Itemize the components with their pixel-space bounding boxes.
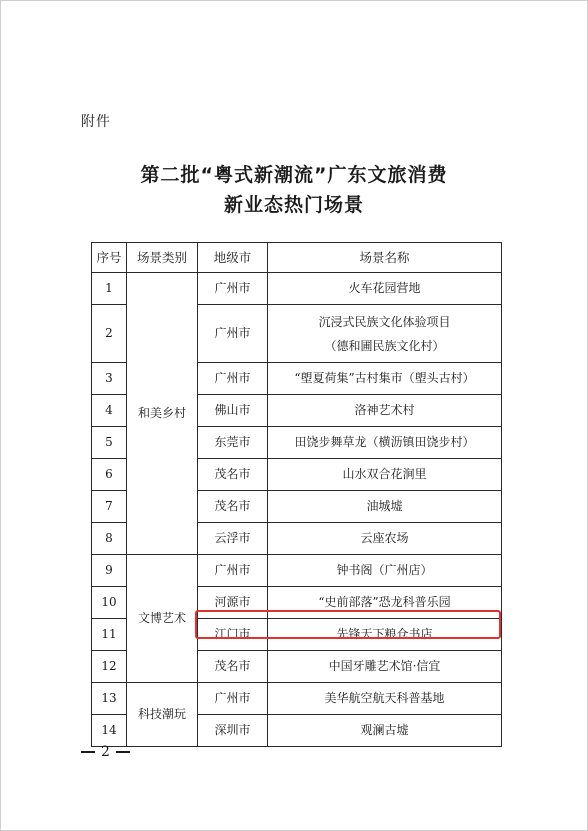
scene-name-cell: 观澜古墟 (268, 715, 502, 747)
page-number: 2 (101, 744, 110, 760)
city-cell: 河源市 (198, 587, 268, 619)
row-number: 6 (92, 459, 127, 491)
scene-name-cell: 山水双合花涧里 (268, 459, 502, 491)
row-number: 12 (92, 651, 127, 683)
scene-name-cell: 中国牙雕艺术馆·信宜 (268, 651, 502, 683)
header-city: 地级市 (198, 243, 268, 273)
city-cell: 广州市 (198, 273, 268, 305)
row-number: 4 (92, 395, 127, 427)
scene-table (91, 242, 502, 747)
scene-name-cell: 云座农场 (268, 523, 502, 555)
highlight-box (195, 610, 501, 639)
row-number: 5 (92, 427, 127, 459)
page-footer (81, 744, 130, 760)
city-cell: 茂名市 (198, 459, 268, 491)
scene-name-cell: 美华航空航天科普基地 (268, 683, 502, 715)
document-title-line-2: 新业态热门场景 (223, 194, 364, 216)
header-scene-name: 场景名称 (268, 243, 502, 273)
scene-name-cell: 先锋天下粮仓书店 (268, 619, 502, 651)
scene-name-line-1: 沉浸式民族文化体验项目 (318, 314, 451, 329)
scene-name-cell: 钟书阁（广州店） (268, 555, 502, 587)
scene-name-line-2: （德和圃民族文化村） (324, 338, 445, 353)
city-cell: 广州市 (198, 363, 268, 395)
table-header-row (92, 243, 502, 273)
category-cell: 科技潮玩 (127, 683, 198, 747)
category-cell: 和美乡村 (127, 273, 198, 555)
row-number: 14 (92, 715, 127, 747)
city-cell: 江门市 (198, 619, 268, 651)
scene-name-cell: 火车花园营地 (268, 273, 502, 305)
table-row (92, 683, 502, 715)
row-number: 9 (92, 555, 127, 587)
city-cell: 东莞市 (198, 427, 268, 459)
scene-name-cell: 田饶步舞草龙（横沥镇田饶步村） (268, 427, 502, 459)
scene-name-cell: “塱夏荷集”古村集市（塱头古村） (268, 363, 502, 395)
scene-name-cell (268, 305, 502, 363)
city-cell: 广州市 (198, 683, 268, 715)
row-number: 1 (92, 273, 127, 305)
row-number: 3 (92, 363, 127, 395)
row-number: 11 (92, 619, 127, 651)
city-cell: 佛山市 (198, 395, 268, 427)
city-cell: 广州市 (198, 555, 268, 587)
row-number: 2 (92, 305, 127, 363)
city-cell: 深圳市 (198, 715, 268, 747)
document-title-line-1: 第二批“粤式新潮流”广东文旅消费 (140, 164, 448, 186)
row-number: 10 (92, 587, 127, 619)
attachment-label: 附件 (81, 114, 111, 130)
city-cell: 茂名市 (198, 651, 268, 683)
header-category: 场景类别 (127, 243, 198, 273)
scene-name-cell: 洛神艺术村 (268, 395, 502, 427)
city-cell: 茂名市 (198, 491, 268, 523)
scene-name-cell: 油城墟 (268, 491, 502, 523)
row-number: 8 (92, 523, 127, 555)
row-number: 13 (92, 683, 127, 715)
dash-right (116, 751, 130, 753)
dash-left (81, 751, 95, 753)
city-cell: 云浮市 (198, 523, 268, 555)
row-number: 7 (92, 491, 127, 523)
table-row (92, 555, 502, 587)
header-number: 序号 (92, 243, 127, 273)
scene-name-cell: “史前部落”恐龙科普乐园 (268, 587, 502, 619)
city-cell: 广州市 (198, 305, 268, 363)
category-cell: 文博艺术 (127, 555, 198, 683)
table-row (92, 273, 502, 305)
